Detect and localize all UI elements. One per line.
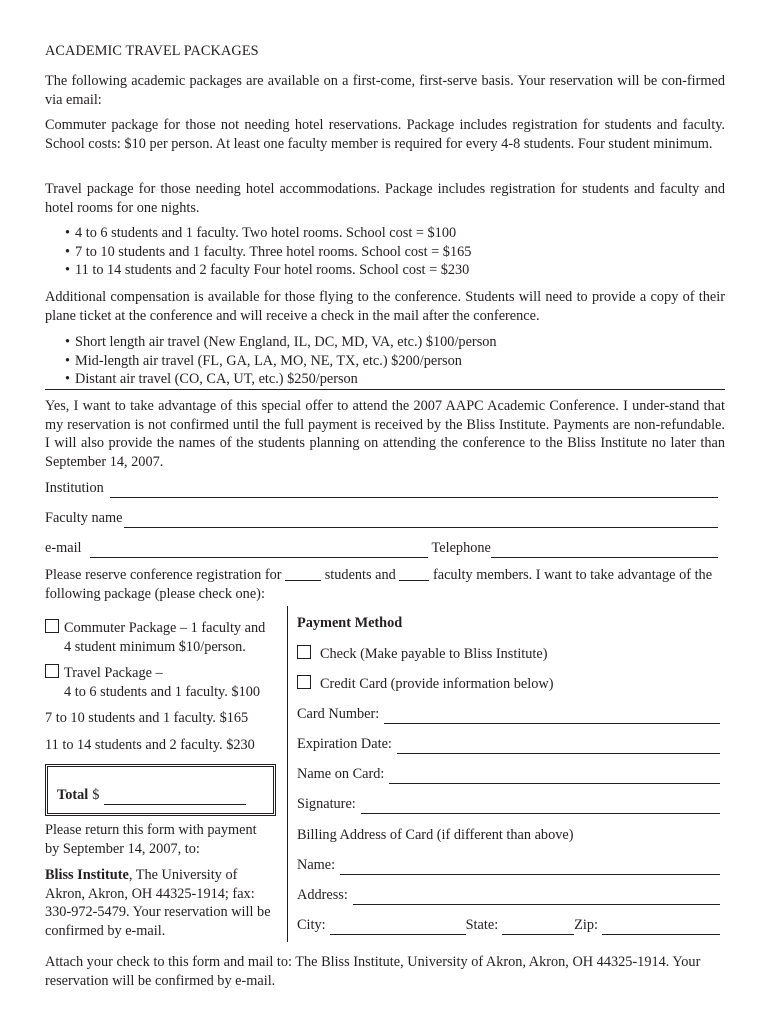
total-label: Total bbox=[57, 787, 89, 803]
expiration-field[interactable]: Expiration Date: bbox=[297, 735, 720, 754]
email-line[interactable] bbox=[90, 543, 428, 558]
travel-package-detail: 4 to 6 students and 1 faculty. $100 bbox=[64, 684, 261, 700]
faculty-name-field[interactable] bbox=[45, 509, 718, 528]
city-state-zip-field[interactable]: City: State: Zip: bbox=[297, 916, 720, 935]
billing-address-line[interactable] bbox=[353, 890, 720, 905]
additional-compensation: Additional compensation is available for those flying to the conference. Students will need to provide a copy of their plane ticket at the conference and will receive a check in the mail after the conference. bbox=[45, 289, 725, 324]
faculty-name-line[interactable] bbox=[124, 513, 718, 528]
column-divider bbox=[287, 606, 288, 942]
billing-name-line[interactable] bbox=[340, 860, 720, 875]
air-option: • Mid-length air travel (FL, GA, LA, MO, NE, TX, etc.) $200/person bbox=[65, 352, 497, 371]
name-on-card-line[interactable] bbox=[389, 769, 720, 784]
travel-package-option-2: 7 to 10 students and 1 faculty. $165 bbox=[45, 710, 249, 726]
payment-method-heading: Payment Method bbox=[297, 615, 403, 631]
student-count-line[interactable] bbox=[285, 566, 321, 581]
billing-address-field[interactable]: Address: bbox=[297, 886, 720, 905]
checkbox-icon[interactable] bbox=[45, 619, 59, 633]
footer-instructions: Attach your check to this form and mail to: The Bliss Institute, University of Akron, Akron, OH 44325-1914. Your reservation will be confirmed by e-mail. bbox=[45, 954, 701, 989]
name-on-card-field[interactable]: Name on Card: bbox=[297, 765, 720, 784]
bliss-address bbox=[45, 866, 273, 940]
travel-option: • 4 to 6 students and 1 faculty. Two hotel rooms. School cost = $100 bbox=[65, 224, 471, 243]
billing-heading: Billing Address of Card (if different than above) bbox=[297, 827, 574, 843]
bliss-name: Bliss Institute bbox=[45, 867, 129, 883]
zip-line[interactable] bbox=[602, 920, 720, 935]
section-divider bbox=[45, 389, 725, 390]
commuter-package-detail: 4 student minimum $10/person. bbox=[64, 639, 246, 655]
faculty-count-line[interactable] bbox=[399, 566, 429, 581]
air-option: • Short length air travel (New England, IL, DC, MD, VA, etc.) $100/person bbox=[65, 333, 497, 352]
card-number-line[interactable] bbox=[384, 709, 720, 724]
return-instructions: Please return this form with payment by September 14, 2007, to: bbox=[45, 822, 257, 857]
faculty-name-label: Faculty name bbox=[45, 510, 123, 526]
agreement-paragraph: Yes, I want to take advantage of this special offer to attend the 2007 AAPC Academic Conference. I under-stand that my reservation is not confirmed until the full payment is received by the Bliss Institute. Payments are non-refundable. I will also provide the names of the students planning on attending the conference to the Bliss Institute no later than September 14, 2007. bbox=[45, 398, 725, 470]
telephone-label: Telephone bbox=[431, 540, 491, 556]
reserve-paragraph: Please reserve conference registration for students and faculty members. I want to take advantage of the following package (please check one): bbox=[45, 567, 713, 602]
contact-field[interactable] bbox=[45, 539, 718, 558]
page-title: ACADEMIC TRAVEL PACKAGES bbox=[45, 43, 259, 59]
signature-line[interactable] bbox=[361, 799, 720, 814]
card-number-field[interactable]: Card Number: bbox=[297, 705, 720, 724]
air-options-list bbox=[65, 333, 497, 389]
travel-description: Travel package for those needing hotel accommodations. Package includes registration for students and faculty and hotel rooms for one nights. bbox=[45, 181, 725, 216]
air-option: • Distant air travel (CO, CA, UT, etc.) $250/person bbox=[65, 370, 497, 389]
institution-label: Institution bbox=[45, 480, 104, 496]
commuter-package-option[interactable]: Commuter Package – 1 faculty and bbox=[45, 619, 265, 638]
travel-package-option[interactable]: Travel Package – bbox=[45, 664, 163, 683]
checkbox-icon[interactable] bbox=[45, 664, 59, 678]
check-option[interactable]: Check (Make payable to Bliss Institute) bbox=[297, 645, 548, 664]
travel-option: • 11 to 14 students and 2 faculty Four hotel rooms. School cost = $230 bbox=[65, 261, 471, 280]
state-line[interactable] bbox=[502, 920, 574, 935]
institution-line[interactable] bbox=[110, 483, 718, 498]
travel-package-option-3: 11 to 14 students and 2 faculty. $230 bbox=[45, 737, 255, 753]
commuter-description: Commuter package for those not needing hotel reservations. Package includes registration for students and faculty. School costs: $10 per person. At least one faculty member is required for every 4-8 students. Four student minimum. bbox=[45, 117, 725, 152]
intro-paragraph: The following academic packages are available on a first-come, first-serve basis. Your reservation will be con-firmed via email: bbox=[45, 73, 725, 108]
bliss-address-text: , The University of Akron, Akron, OH 44325-1914; fax: 330-972-5479. Your reservation will be confirmed by e-mail. bbox=[45, 867, 271, 939]
city-line[interactable] bbox=[330, 920, 466, 935]
email-label: e-mail bbox=[45, 540, 82, 556]
travel-option: • 7 to 10 students and 1 faculty. Three hotel rooms. School cost = $165 bbox=[65, 243, 471, 262]
signature-field[interactable]: Signature: bbox=[297, 795, 720, 814]
expiration-line[interactable] bbox=[397, 739, 720, 754]
total-field[interactable] bbox=[57, 786, 246, 805]
institution-field[interactable] bbox=[45, 479, 718, 498]
checkbox-icon[interactable] bbox=[297, 645, 311, 659]
total-currency: $ bbox=[92, 787, 100, 803]
billing-name-field[interactable]: Name: bbox=[297, 856, 720, 875]
travel-options-list bbox=[65, 224, 471, 280]
telephone-line[interactable] bbox=[491, 543, 718, 558]
credit-card-option[interactable]: Credit Card (provide information below) bbox=[297, 675, 553, 694]
total-line[interactable] bbox=[104, 790, 246, 805]
checkbox-icon[interactable] bbox=[297, 675, 311, 689]
